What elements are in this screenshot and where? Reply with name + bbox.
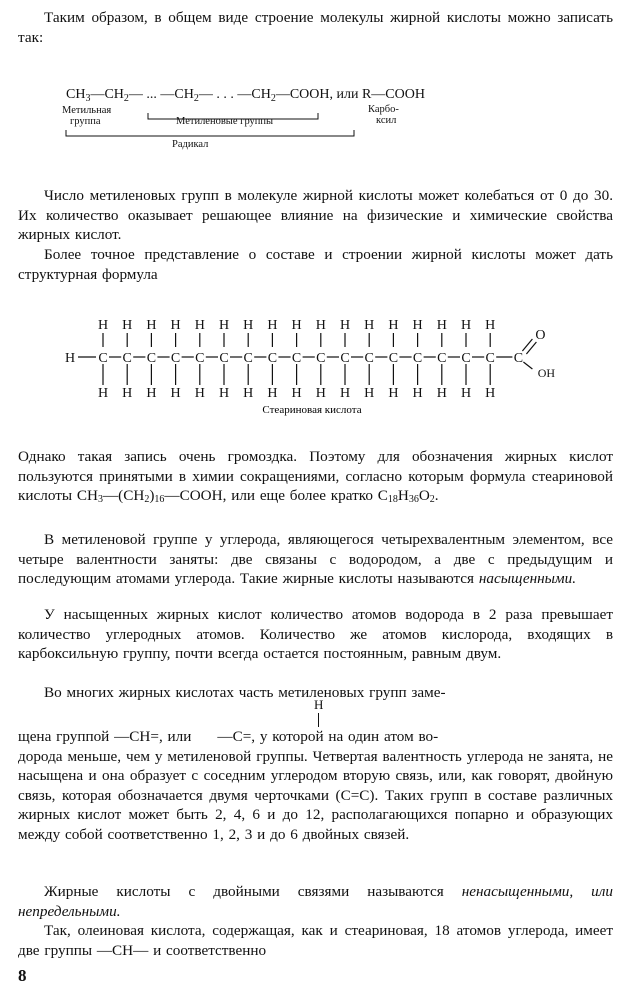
hydrogen-atom-bottom: H — [97, 386, 109, 401]
hydrogen-atom-top: H — [194, 318, 205, 333]
hydrogen-atom-top: H — [243, 318, 254, 333]
carbon-atom: C — [461, 351, 471, 366]
carbon-atom: C — [412, 351, 423, 366]
paragraph-abbreviation: Однако такая запись очень громоздка. Поэтому для обозначения жирных кислот пользуются принятыми в химии сокращениями, согласно которым формула стеариновой кислоты $CH_3—(CH_2)_{16}—COOH$, или еще более кратко $C_{18}H_{36}O_2$. — [18, 448, 613, 506]
methyl-label-2: группа — [70, 116, 101, 127]
carbon-atom: C — [243, 351, 253, 366]
paragraph-unsaturated-line2: щена группой —CH=, или —C=, у которой на один атом во- — [18, 728, 439, 745]
hydrogen-atom-bottom: H — [291, 386, 302, 401]
carbon-atom: C — [316, 351, 326, 366]
hydroxyl-bond — [523, 362, 532, 369]
carbon-atom: C — [485, 351, 495, 366]
hydrogen-atom-bottom: H — [146, 386, 157, 401]
carbon-atom: C — [364, 351, 374, 366]
hydrogen-atom-bottom: H — [388, 386, 399, 401]
hydrogen-atom-bottom: H — [170, 386, 181, 401]
hydrogen-atom-bottom: H — [194, 386, 205, 401]
hydrogen-atom-bottom: H — [485, 386, 496, 401]
hydrogen-atom-top: H — [146, 318, 157, 333]
intro-paragraph: Таким образом, в общем виде строение молекулы жирной кислоты можно записать так: — [18, 9, 613, 46]
hydrogen-atom-bottom: H — [339, 386, 351, 401]
carbon-atom: C — [267, 351, 278, 366]
hydrogen-atom-bottom: H — [122, 386, 133, 401]
hydrogen-atom-top: H — [460, 318, 472, 333]
hydrogen-atom-bottom: H — [412, 386, 423, 401]
hydrogen-atom-bottom: H — [364, 386, 375, 401]
oxygen-atom: O — [535, 328, 546, 343]
hydroxyl-group: OH — [537, 366, 556, 380]
terminal-h-atom: H — [64, 351, 76, 366]
carbon-atom: C — [122, 351, 132, 366]
stearic-acid-structural-formula — [0, 0, 628, 440]
hydrogen-atom-bottom: H — [315, 386, 326, 401]
hydrogen-atom-top: H — [339, 318, 351, 333]
hydrogen-atom-bottom: H — [243, 386, 254, 401]
carboxyl-label-2: ксил — [376, 115, 397, 126]
hydrogen-atom-bottom: H — [436, 386, 447, 401]
paragraph-unsaturated-line1: Во многих жирных кислотах часть метиленовых групп заме- — [44, 684, 446, 701]
hydrogen-atom-bottom: H — [460, 386, 472, 401]
carbon-atom: C — [219, 351, 229, 366]
carbon-atom: C — [98, 351, 108, 366]
hydrogen-atom-top: H — [364, 318, 375, 333]
hydrogen-atom-top: H — [485, 318, 496, 333]
carbon-atom: C — [340, 351, 350, 366]
hydrogen-atom-top: H — [388, 318, 399, 333]
carboxyl-label-1: Карбо- — [368, 104, 399, 115]
stearic-formula: $CH_3—(CH_2)_{16}—COOH$, или еще более кратко $C_{18}H_{36}O_2$. — [76, 487, 439, 506]
page-number: 8 — [18, 966, 27, 985]
paragraph-oleic: Так, олеиновая кислота, содержащая, как и стеариновая, 18 атомов углерода, имеет две группы —CH— и соответственно — [18, 922, 613, 959]
hydrogen-atom-top: H — [412, 318, 423, 333]
hydrogen-atom-top: H — [315, 318, 326, 333]
carboxyl-carbon: C — [513, 351, 524, 366]
hydrogen-atom-bottom: H — [267, 386, 278, 401]
carbon-atom: C — [195, 351, 205, 366]
paragraph-methylene-valence: В метиленовой группе у углерода, являющегося четырехвалентным элементом, все четыре валентности заняты: две связаны с водородом, а две с предыдущим и последующим атомами углерода. Такие жирные кислоты называются насыщенными. — [18, 531, 613, 588]
carbon-atom: C — [388, 351, 399, 366]
paragraph-methylene-count: Число метиленовых групп в молекуле жирной кислоты может колебаться от 0 до 30. Их количество оказывает решающее влияние на физические и химические свойства жирных кислот. — [18, 187, 613, 244]
methyl-label-1: Метильная — [62, 105, 112, 116]
hydrogen-atom-top: H — [291, 318, 302, 333]
carbon-atom: C — [291, 351, 302, 366]
carbon-atom: C — [146, 351, 157, 366]
paragraph-structural-intro: Более точное представление о составе и строении жирной кислоты может дать структурная формула — [18, 246, 613, 283]
paragraph-saturated: У насыщенных жирных кислот количество атомов водорода в 2 раза превышает количество углеродных атомов. Количество же атомов кислорода, входящих в карбоксильную группу, почти всегда остается постоянным, равным двум. — [18, 606, 613, 663]
hydrogen-atom-top: H — [218, 318, 230, 333]
hydrogen-atom-top: H — [97, 318, 109, 333]
hydrogen-atom-bottom: H — [218, 386, 230, 401]
radical-label: Радикал — [172, 139, 209, 150]
structure-caption: Стеариновая кислота — [262, 404, 362, 416]
hydrogen-atom-top: H — [170, 318, 181, 333]
paragraph-unsaturated-rest: дорода меньше, чем у метиленовой группы. Четвертая валентность углерода не занята, не насыщена и она образует с соседним углеродом вторую связь, или, как говорят, двойную связь, которая обозначается двумя черточками (C=C). Таких групп в составе различных жирных кислот может быть 2, 4, 6 и до 12, располагающихся попарно и образующих между собой соответственно 1, 2, 3 и до 6 двойных связей. — [18, 747, 613, 843]
paragraph-double-bonds: Жирные кислоты с двойными связями называются ненасыщенными, или непредельными. — [18, 883, 613, 920]
carbon-atom: C — [170, 351, 181, 366]
scheme-chain: $CH_3—CH_2—$ ... $—CH_2—$ . . . $—CH_2—COOH$, или R—COOH — [66, 87, 425, 104]
hydrogen-atom-top: H — [267, 318, 278, 333]
carbon-atom: C — [437, 351, 447, 366]
hydrogen-atom-top: H — [122, 318, 133, 333]
methylene-label: Метиленовые группы — [176, 116, 274, 127]
hydrogen-atom-top: H — [436, 318, 447, 333]
float-h-atom: H — [314, 697, 324, 712]
